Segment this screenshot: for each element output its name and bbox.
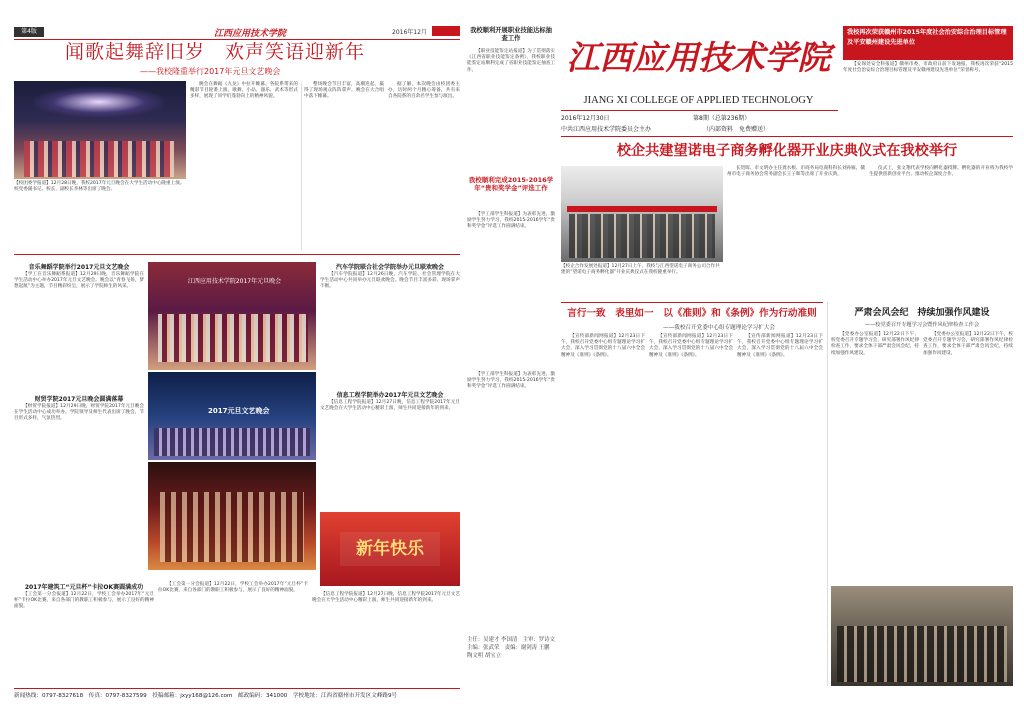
dancers-icon: [158, 314, 308, 362]
left-date: 2016年12月: [392, 29, 427, 36]
left-section-4-text: 【信息工程学院报道】12月27日晚，信息工程学院2017年元旦文艺晚会在大学生活动中心精彩上演，师生共同迎接新年的到来。: [320, 400, 460, 412]
left-intro-column-4: 据了解，本次晚会由校团委主办，历时两个月精心筹备，共有来自各院系的百余名学生参与演出。: [388, 82, 460, 100]
left-bottom-column-3: 【信息工程学院报道】12月27日晚，信息工程学院2017年元旦文艺晚会在大学生活动中心精彩上演，师生共同迎接新年的到来。: [312, 592, 460, 604]
left-section-1-text: 【学工在音乐舞蹈系报道】12月29日晚，音乐舞蹈学院在学生活动中心举办2017年元旦文艺晚会。晚会以“青春飞扬，梦想起航”为主题，节目精彩纷呈，展示了学院师生的风采。: [14, 272, 144, 290]
stage-crowd-icon: [154, 428, 310, 456]
main-title-rule-top: [561, 136, 1013, 137]
right-section-b-headline: 严肃会风会纪 持续加强作风建设: [854, 308, 990, 318]
left-masthead-small: 江西应用技术学院: [213, 29, 286, 39]
left-intro-column-3: 整场晚会节目丰富，高潮迭起，赢得了现场观众阵阵掌声。晚会在大合唱中落下帷幕。: [304, 82, 384, 100]
left-section-5-text: 【工会第一分会报道】12月22日，学校工会举办2017年“元旦杯”卡拉OK比赛，来自各部门的教职工积极参与，展示了良好的精神面貌。: [14, 592, 154, 610]
left-section-3-text: 【汽车学院报道】12月26日晚，汽车学院、社会管理学院在大学生活动中心共同举办元旦联欢晚会。晚会节目丰富多彩，现场掌声不断。: [320, 272, 460, 290]
right-section-a-headline: 言行一致 表里如一 以《准则》和《条例》作为行动准则: [567, 308, 817, 319]
performers-icon: [24, 141, 174, 177]
section-a-rule: [561, 302, 823, 303]
left-collage-photo-3: [148, 462, 316, 570]
right-main-column-3: 仪式上，张文翔代表学校向孵化器授牌。孵化器的开业将为我校学生提供创新创业平台，推动校企深度合作。: [869, 166, 1013, 178]
right-issue-number: 第8期（总第236期）: [693, 115, 751, 122]
right-sponsor: 中共江西应用技术学院委员会主办: [561, 126, 652, 133]
right-main-column-2: 长贺晖、市文明办主任龚水根、市商务局电商科科长刘孙雁、赣州市电子商务协会常务副会长王子晖等出席了开业庆典。: [727, 166, 865, 178]
right-main-title: 校企共建望诺电子商务孵化器开业庆典仪式在我校举行: [616, 143, 958, 159]
left-section-2-headline: 财贸学院2017元旦晚会圆满落幕: [34, 396, 124, 403]
left-footer: 新闻热线：0797-8327618 传真：0797-8327599 投稿邮箱：jxyy168@126.com 邮政编码：341000 学校地址：江西省赣州市开发区文峰路9号: [14, 693, 398, 699]
left-top-photo: [14, 81, 186, 179]
left-intro-column-2: 晚会在舞蹈《九龙》中拉开帷幕。各院系带来的精彩节目轮番上演，歌舞、小品、器乐、武术等形式多样，展现了同学们蓬勃向上的精神风貌。: [190, 82, 298, 100]
left-date-box: [432, 26, 460, 36]
right-section-b-text-2: 【党委办公室报道】12月22日下午，校党委召开专题学习会，研究部署作风纪律检查工作，要求全体干部严肃会风会纪，持续加强作风建设。: [923, 332, 1013, 356]
left-bottom-column-2: 【工会第一分会报道】12月22日，学校工会举办2017年“元旦杯”卡拉OK比赛，来自各部门的教职工积极参与，展示了良好的精神面貌。: [158, 582, 308, 594]
right-internal-note: （内部资料 免费赠送）: [703, 126, 770, 133]
left-collage-photo-2: [148, 372, 316, 460]
right-page: [465, 0, 1024, 714]
collage-banner-1: 江西应用技术学院2017年元旦晚会: [187, 278, 282, 285]
right-section-a-text-2: 【宣传部新闻网报道】12月23日下午，我校召开党委中心组专题理论学习扩大会，深入学习贯彻党的十八届六中全会精神及《准则》《条例》。: [649, 334, 733, 358]
right-masthead: 江西应用技术学院: [566, 38, 831, 77]
left-section-4-headline: 信息工程学院举办2017年元旦文艺晚会: [336, 392, 444, 399]
left-top-photo-caption: 【校团委学报道】12月28日晚，我校2017年元旦晚会在大学生活动中心隆重上演。校党委副书记、校长、副校长李林等出席了晚会。: [14, 181, 185, 192]
right-section-a-text-3: 【宣传部新闻网报道】12月23日下午，我校召开党委中心组专题理论学习扩大会，深入学习贯彻党的十八届六中全会精神及《准则》《条例》。: [737, 334, 823, 358]
top-right-text: 【安保处安全科报道】赣州市委、市政府日前下发通报，我校再次荣获“2015年度社会治安综合治理目标管理及平安赣州建设先进单位”荣誉称号。: [843, 62, 1013, 74]
stage-lights-icon: [34, 87, 164, 117]
right-main-photo-caption: 【校企合作发展处报道】12月27日上午，我校与江西望诺电子商务公司合作共建的“望诺电子商务孵化器”开业庆典仪式在我校隆重举行。: [561, 264, 720, 275]
left-mid-rule: [14, 254, 460, 255]
right-top-col-text-2: 【学工部学生科报道】为表彰先进，激励学生努力学习，我校2015-2016学年“贵和奖学金”评选工作圆满结束。: [467, 212, 555, 230]
section-b-divider: [827, 302, 828, 686]
right-masthead-en: JIANG XI COLLEGE OF APPLIED TECHNOLOGY: [583, 95, 814, 106]
left-main-title: 闻歌起舞辞旧岁 欢声笑语迎新年: [64, 41, 365, 63]
left-section-1-headline: 音乐舞蹈学院举行2017元旦文艺晚会: [28, 264, 130, 271]
masthead-rule: [561, 110, 838, 111]
right-main-photo: [561, 166, 723, 262]
top-right-headline: 我校再次荣获赣州市2015年度社会治安综合治理目标管理及平安赣州建设先进单位: [847, 29, 1007, 46]
musicians-icon: [160, 492, 304, 562]
left-collage-photo-1: [148, 262, 316, 370]
top-right-headline-box: [843, 26, 1013, 60]
new-year-banner: 新年快乐: [340, 532, 440, 566]
right-section-b-subtitle: ——校党委召开专题学习会暨作风纪律检查工作会: [864, 322, 980, 328]
right-issue-date: 2016年12月30日: [561, 115, 610, 122]
right-left-col-continued: 【学工部学生科报道】为表彰先进，激励学生努力学习，我校2015-2016学年“贵和奖学金”评选工作圆满结束。: [467, 372, 555, 390]
page-number-badge: 第4版: [14, 27, 44, 37]
left-footer-rule: [14, 688, 460, 689]
right-section-a-text-1: 【宣传部新闻网报道】12月23日下午，我校召开党委中心组专题理论学习扩大会，深入学习贯彻党的十八届六中全会精神及《准则》《条例》。: [561, 334, 645, 358]
left-section-2-text: 【财贸学院报道】12月29日晚，财贸学院2017年元旦晚会在学生活动中心成功举办。学院领导及师生代表出席了晚会，节目形式多样，气氛热烈。: [14, 404, 144, 422]
left-main-subtitle: ——我校隆重举行2017年元旦文艺晚会: [140, 67, 281, 76]
right-section-b-text-1: 【党委办公室报道】12月22日下午，校党委召开专题学习会，研究部署作风纪律检查工作，要求全体干部严肃会风会纪，持续加强作风建设。: [831, 332, 919, 356]
right-section-a-subtitle: ——我校召开党委中心组专题理论学习扩大会: [663, 325, 775, 331]
right-meeting-photo: [831, 586, 1013, 686]
left-section-5-headline: 2017年建筑工“元旦杯”卡拉OK赛圆满成功: [24, 584, 144, 591]
collage-banner-2: 2017元旦文艺晚会: [208, 407, 270, 415]
red-ribbon-icon: [567, 206, 717, 212]
left-new-year-photo: [320, 512, 460, 586]
right-top-col-headline-2: 我校顺利完成2015-2016学年“贵和奖学金”评选工作: [468, 176, 554, 193]
right-credits: 主任：吴建才 李国清 主审：罗诗文 主编：张武荣 责编：谢剑涛 王鹏 陶文明 胡宝立: [467, 637, 561, 659]
right-top-col-headline-1: 我校顺利开展职业技能达标抽查工作: [470, 27, 552, 42]
meeting-audience-icon: [837, 626, 1007, 682]
left-section-3-headline: 汽车学院联合社会学院举办元旦联欢晚会: [335, 264, 444, 271]
left-col-divider-1: [301, 82, 302, 250]
ceremony-people-icon: [569, 214, 715, 258]
right-top-col-text-1: 【职业技能鉴定站报道】为了贯彻落实《江西省职业技能鉴定条例》，我校职业技能鉴定站顺利完成了省职业技能鉴定抽查工作。: [467, 49, 555, 73]
